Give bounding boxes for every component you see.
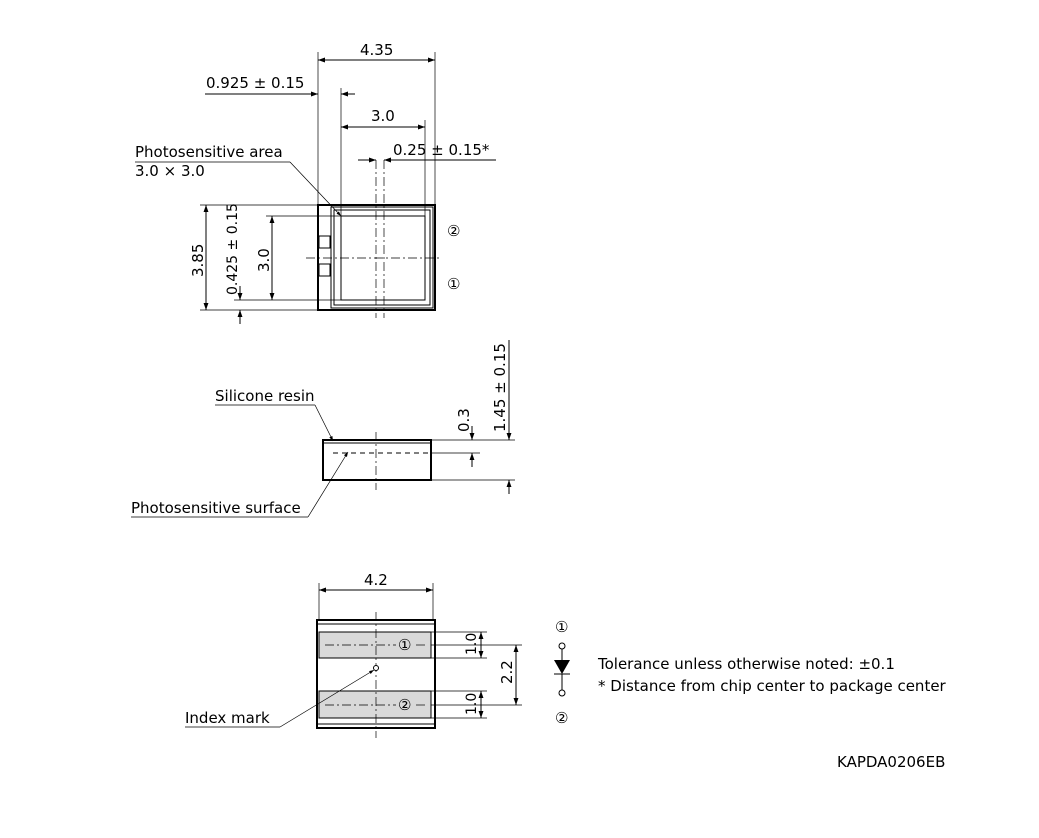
tolerance-note: Tolerance unless otherwise noted: ±0.1 <box>598 655 895 673</box>
pad-2-label: ② <box>398 696 412 714</box>
dim-pad1-height: 1.0 <box>464 632 480 655</box>
photosensitive-area-label: Photosensitive area <box>135 143 283 161</box>
dim-height-3-85: 3.85 <box>189 243 207 277</box>
side-package-outline <box>323 440 431 480</box>
silicone-resin-label: Silicone resin <box>215 387 315 405</box>
dim-side-height: 1.45 ± 0.15 <box>491 343 509 432</box>
footnote: * Distance from chip center to package center <box>598 677 946 695</box>
top-view <box>135 41 496 324</box>
diode-symbol <box>554 660 570 674</box>
dim-area-width-3-0: 3.0 <box>371 107 395 125</box>
photosensitive-area-size: 3.0 × 3.0 <box>135 162 205 180</box>
dim-bottom-offset: 0.425 ± 0.15 <box>225 203 241 295</box>
dim-offset-0-925: 0.925 ± 0.15 <box>206 74 305 92</box>
index-mark <box>374 666 379 671</box>
schematic-pin2-label: ② <box>555 709 569 727</box>
pad-2 <box>319 691 431 718</box>
dim-center-offset: 0.25 ± 0.15* <box>393 141 490 159</box>
dim-area-height-3-0: 3.0 <box>255 248 273 272</box>
drawing-id: KAPDA0206EB <box>837 753 946 771</box>
pad-1 <box>319 632 431 658</box>
diode-schematic <box>554 618 570 727</box>
top-pin2-label: ② <box>447 222 461 240</box>
top-pin1-label: ① <box>447 275 461 293</box>
index-mark-label: Index mark <box>185 709 270 727</box>
pad-1-label: ① <box>398 636 412 654</box>
side-view <box>131 340 515 517</box>
dim-width-4-35: 4.35 <box>360 41 394 59</box>
dim-surface-depth: 0.3 <box>455 408 473 432</box>
schematic-pin1-label: ① <box>555 618 569 636</box>
top-package-outline <box>318 205 435 310</box>
dim-pad2-height: 1.0 <box>464 692 480 715</box>
dim-pad-pitch: 2.2 <box>498 660 516 684</box>
photosensitive-surface-label: Photosensitive surface <box>131 499 301 517</box>
bottom-view <box>185 571 522 738</box>
dim-bottom-width: 4.2 <box>364 571 388 589</box>
